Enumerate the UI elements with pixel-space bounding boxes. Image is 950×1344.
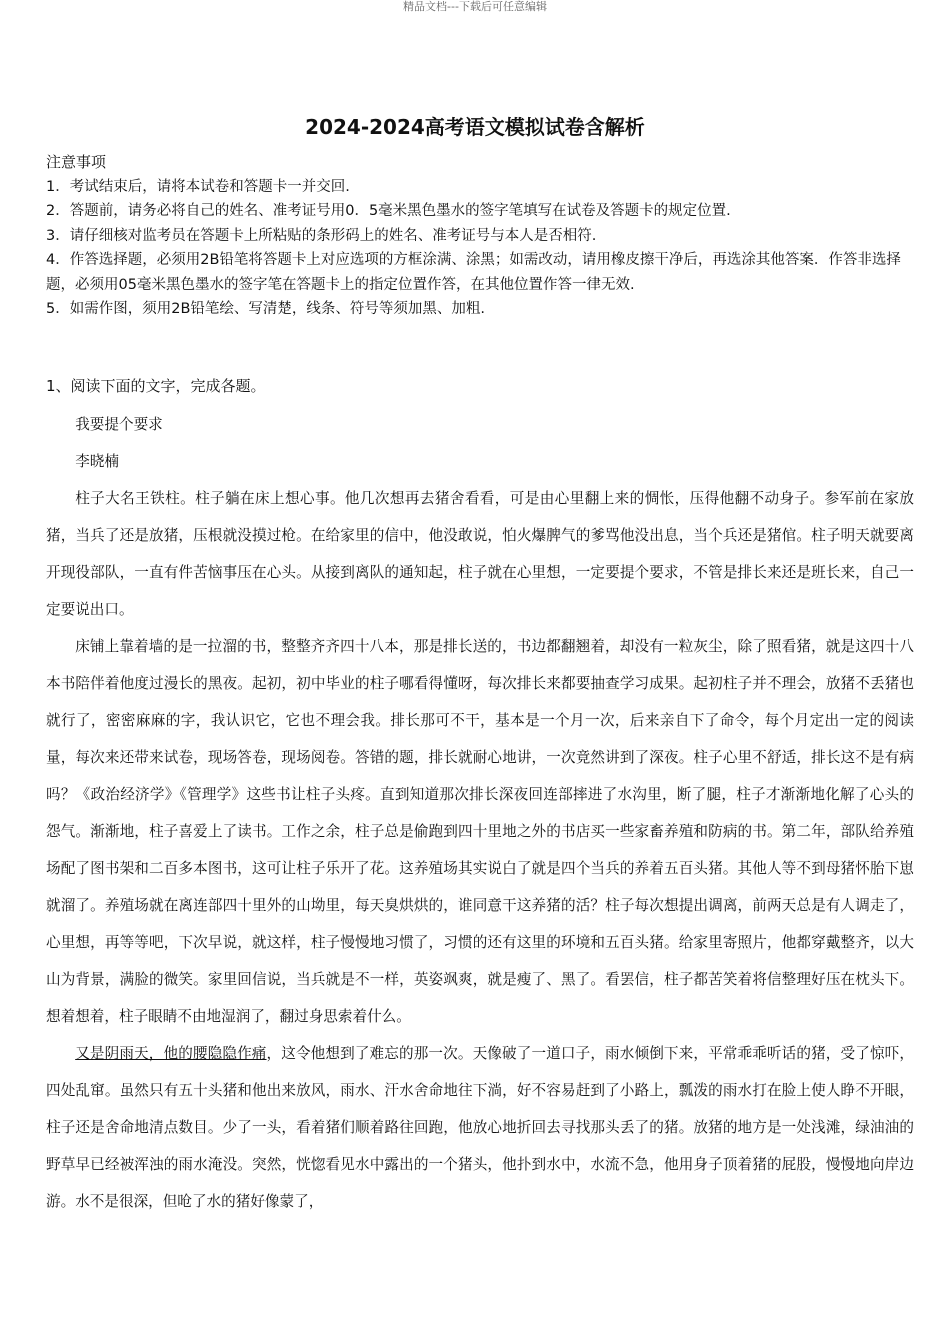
question-prompt: 1、阅读下面的文字，完成各题。: [46, 377, 266, 395]
notice-item: 1．考试结束后，请将本试卷和答题卡一并交回.: [46, 178, 350, 195]
article-paragraph-2: 床铺上靠着墙的是一拉溜的书，整整齐齐四十八本，那是排长送的，书边都翻翘着，却没有一粒灰尘，除了照看猪，就是这四十八本书陪伴着他度过漫长的黑夜。起初，初中毕业的柱子哪看得懂呀，每次排长来都要抽查学习成果。起初柱子并不理会，放猪不丢猪也就行了，密密麻麻的字，我认识它，它也不理会我。排长那可不干，基本是一个月一次，后来亲自下了命令，每个月定出一定的阅读量，每次来还带来试卷，现场答卷，现场阅卷。答错的题，排长就耐心地讲，一次竟然讲到了深夜。柱子心里不舒适，排长这不是有病吗？《政治经济学》《管理学》这些书让柱子头疼。直到知道那次排长深夜回连部摔进了水沟里，断了腿，柱子才渐渐地化解了心头的怨气。渐渐地，柱子喜爱上了读书。工作之余，柱子总是偷跑到四十里地之外的书店买一些家畜养殖和防病的书。第二年，部队给养殖场配了图书架和二百多本图书，这可让柱子乐开了花。这养殖场其实说白了就是四个当兵的养着五百头猪。其他人等不到母猪怀胎下崽就溜了。养殖场就在离连部四十里外的山坳里，每天臭烘烘的，谁同意干这养猪的活？柱子每次想提出调离，前两天总是有人调走了，心里想，再等等吧，下次早说，就这样，柱子慢慢地习惯了，习惯的还有这里的环境和五百头猪。给家里寄照片，他都穿戴整齐，以大山为背景，满脸的微笑。家里回信说，当兵就是不一样，英姿飒爽，就是瘦了、黑了。看罢信，柱子都苦笑着将信整理好压在枕头下。想着想着，柱子眼睛不由地湿润了，翻过身思索着什么。: [46, 638, 914, 1025]
notice-item: 3．请仔细核对监考员在答题卡上所粘贴的条形码上的姓名、准考证号与本人是否相符.: [46, 227, 597, 244]
paragraph-3-text: ，这令他想到了难忘的那一次。天像破了一道口子，雨水倾倒下来，平常乖乖听话的猪，受了惊吓，四处乱窜。虽然只有五十头猪和他出来放风，雨水、汗水舍命地往下淌，好不容易赶到了小路上，瓢泼的雨水打在脸上使人睁不开眼，柱子还是舍命地清点数目。少了一头，看着猪们顺着路往回跑，他放心地折回去寻找那头丢了的猪。放猪的地方是一处浅滩，绿油油的野草早已经被浑浊的雨水淹没。突然，恍惚看见水中露出的一个猪头，他扑到水中，水流不急，他用身子顶着猪的屁股，慢慢地向岸边游。水不是很深，但呛了水的猪好像蒙了，: [46, 1045, 914, 1210]
reading-passage: [46, 406, 914, 1220]
notice-section: [46, 150, 910, 322]
notice-item: 4．作答选择题，必须用2B铅笔将答题卡上对应选项的方框涂满、涂黑；如需改动，请用橡皮擦干净后，再选涂其他答案．作答非选择题，必须用05毫米黑色墨水的签字笔在答题卡上的指定位置作答，在其他位置作答一律无效.: [46, 252, 901, 293]
notice-heading: 注意事项: [46, 153, 107, 171]
article-author: 李晓楠: [75, 453, 119, 470]
notice-item: 2．答题前，请务必将自己的姓名、准考证号用0．5毫米黑色墨水的签字笔填写在试卷及答题卡的规定位置.: [46, 203, 731, 219]
article-paragraph-1: 柱子大名王铁柱。柱子躺在床上想心事。他几次想再去猪舍看看，可是由心里翻上来的惆怅，压得他翻不动身子。参军前在家放猪，当兵了还是放猪，压根就没摸过枪。在给家里的信中，他没敢说，怕火爆脾气的爹骂他没出息，当个兵还是猪倌。柱子明天就要离开现役部队，一直有件苦恼事压在心头。从接到离队的通知起，柱子就在心里想，一定要提个要求，不管是排长来还是班长来，自己一定要说出口。: [46, 490, 914, 618]
underlined-sentence: 又是阴雨天，他的腰隐隐作痛: [75, 1045, 267, 1062]
article-title: 我要提个要求: [75, 416, 163, 433]
article-paragraph-3: [46, 1035, 914, 1220]
page-title: 2024-2024高考语文模拟试卷含解析: [305, 115, 645, 139]
page-header: 精品文档---下载后可任意编辑: [403, 0, 547, 13]
notice-item: 5．如需作图，须用2B铅笔绘、写清楚，线条、符号等须加黑、加粗.: [46, 301, 486, 317]
